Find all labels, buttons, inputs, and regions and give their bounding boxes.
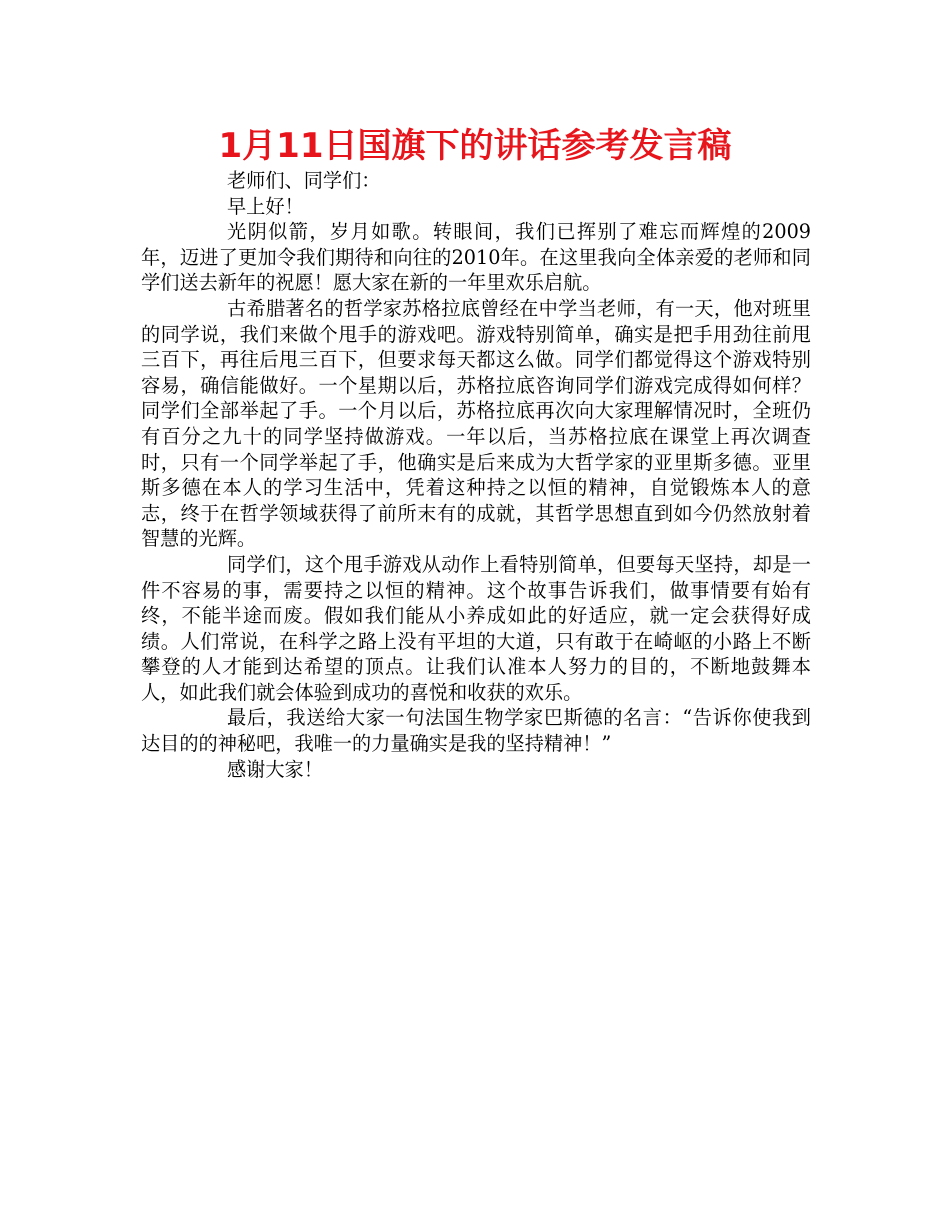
quote-paragraph: 最后，我送给大家一句法国生物学家巴斯德的名言：“告诉你使我到达目的的神秘吧，我唯一的力量确实是我的坚持精神！” [141,706,811,756]
document-body [141,168,811,782]
salutation-paragraph: 老师们、同学们： [227,169,381,192]
document-title: 1月11日国旗下的讲话参考发言稿 [218,126,732,166]
greeting-paragraph: 早上好！ [227,194,304,218]
closing-paragraph: 感谢大家！ [227,757,323,781]
lesson-paragraph: 同学们，这个甩手游戏从动作上看特别简单，但要每天坚持，却是一件不容易的事，需要持之以恒的精神。这个故事告诉我们，做事情要有始有终，不能半途而废。假如我们能从小养成如此的好适应，就一定会获得好成绩。人们常说，在科学之路上没有平坦的大道，只有敢于在崎岖的小路上不断攀登的人才能到达希望的顶点。让我们认准本人努力的目的，不断地鼓舞本人，如此我们就会体验到成功的喜悦和收获的欢乐。 [141,552,811,704]
new-year-paragraph: 光阴似箭，岁月如歌。转眼间，我们已挥别了难忘而辉煌的2009年，迈进了更加令我们期待和向往的2010年。在这里我向全体亲爱的老师和同学们送去新年的祝愿！愿大家在新的一年里欢乐启航。 [141,220,811,295]
socrates-story-paragraph: 古希腊著名的哲学家苏格拉底曾经在中学当老师，有一天，他对班里的同学说，我们来做个甩手的游戏吧。游戏特别简单，确实是把手用劲往前甩三百下，再往后甩三百下，但要求每天都这么做。同学们都觉得这个游戏特别容易，确信能做好。一个星期以后，苏格拉底咨询同学们游戏完成得如何样？同学们全部举起了手。一个月以后，苏格拉底再次向大家理解情况时，全班仍有百分之九十的同学坚持做游戏。一年以后，当苏格拉底在课堂上再次调查时，只有一个同学举起了手，他确实是后来成为大哲学家的亚里斯多德。亚里斯多德在本人的学习生活中，凭着这种持之以恒的精神，自觉锻炼本人的意志，终于在哲学领域获得了前所末有的成就，其哲学思想直到如今仍然放射着智慧的光辉。 [141,296,811,551]
